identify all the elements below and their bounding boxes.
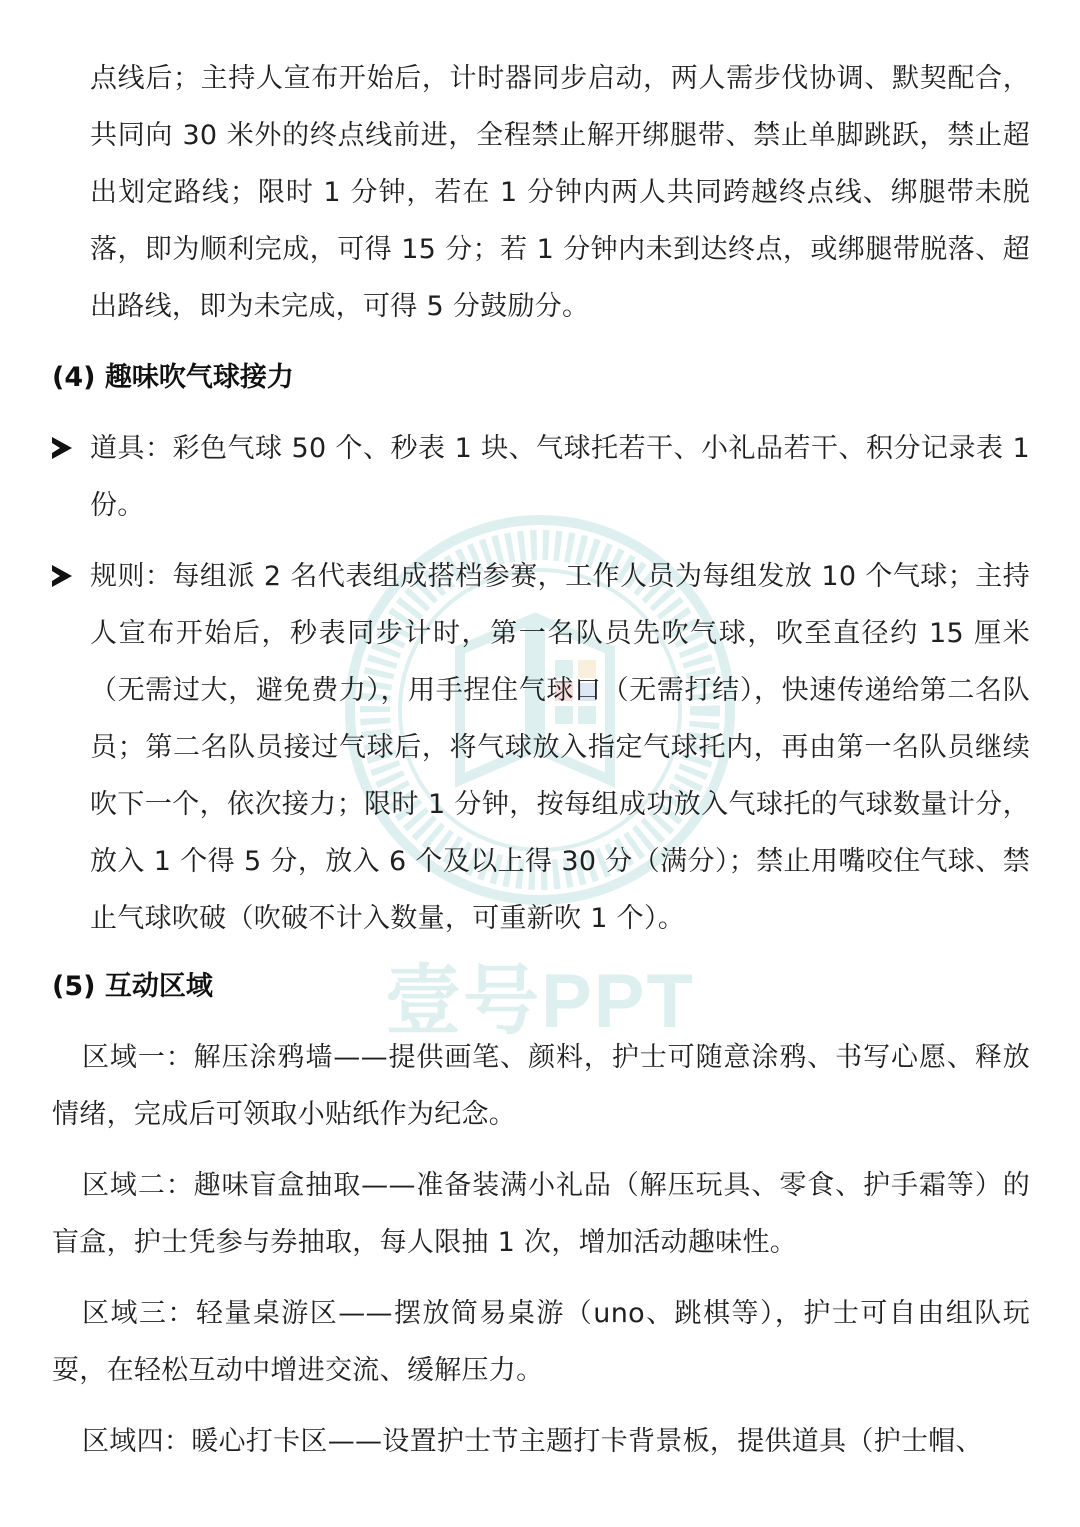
props-text: 道具：彩色气球 50 个、秒表 1 块、气球托若干、小礼品若干、积分记录表 1 份。 bbox=[90, 433, 1030, 521]
rules-text: 规则：每组派 2 名代表组成搭档参赛，工作人员为每组发放 10 个气球；主持人宣布开始后，秒表同步计时，第一名队员先吹气球，吹至直径约 15 厘米（无需过大，避免费力），用手捏住气球口（无需打结），快速传递给第二名队员；第二名队员接过气球后，将气球放入指定气球托内，再由第一名队员继续吹下一个，依次接力；限时 1 分钟，按每组成功放入气球托的气球数量计分，放入 1 个得 5 分，放入 6 个及以上得 30 分（满分）；禁止用嘴咬住气球、禁止气球吹破（吹破不计入数量，可重新吹 1 个）。 bbox=[90, 561, 1030, 934]
bullet-arrow-icon bbox=[52, 565, 72, 587]
zone-1-paragraph: 区域一：解压涂鸦墙——提供画笔、颜料，护士可随意涂鸦、书写心愿、释放情绪，完成后可领取小贴纸作为纪念。 bbox=[52, 1042, 1030, 1130]
section-5-heading: (5) 互动区域 bbox=[52, 971, 213, 1002]
bullet-arrow-icon bbox=[52, 437, 72, 459]
section-4-heading: (4) 趣味吹气球接力 bbox=[52, 362, 294, 393]
intro-paragraph: 点线后；主持人宣布开始后，计时器同步启动，两人需步伐协调、默契配合，共同向 30 米外的终点线前进，全程禁止解开绑腿带、禁止单脚跳跃，禁止超出划定路线；限时 1 分钟，若在 1 分钟内两人共同跨越终点线、绑腿带未脱落，即为顺利完成，可得 15 分；若 1 分钟内未到达终点，或绑腿带脱落、超出路线，即为未完成，可得 5 分鼓励分。 bbox=[90, 63, 1030, 322]
zone-3-paragraph: 区域三：轻量桌游区——摆放简易桌游（uno、跳棋等），护士可自由组队玩耍，在轻松互动中增进交流、缓解压力。 bbox=[52, 1298, 1030, 1386]
watermark-text: 壹号PPT bbox=[385, 959, 695, 1044]
zone-2-paragraph: 区域二：趣味盲盒抽取——准备装满小礼品（解压玩具、零食、护手霜等）的盲盒，护士凭参与券抽取，每人限抽 1 次，增加活动趣味性。 bbox=[52, 1170, 1030, 1258]
zone-4-paragraph: 区域四：暖心打卡区——设置护士节主题打卡背景板，提供道具（护士帽、 bbox=[82, 1426, 983, 1457]
